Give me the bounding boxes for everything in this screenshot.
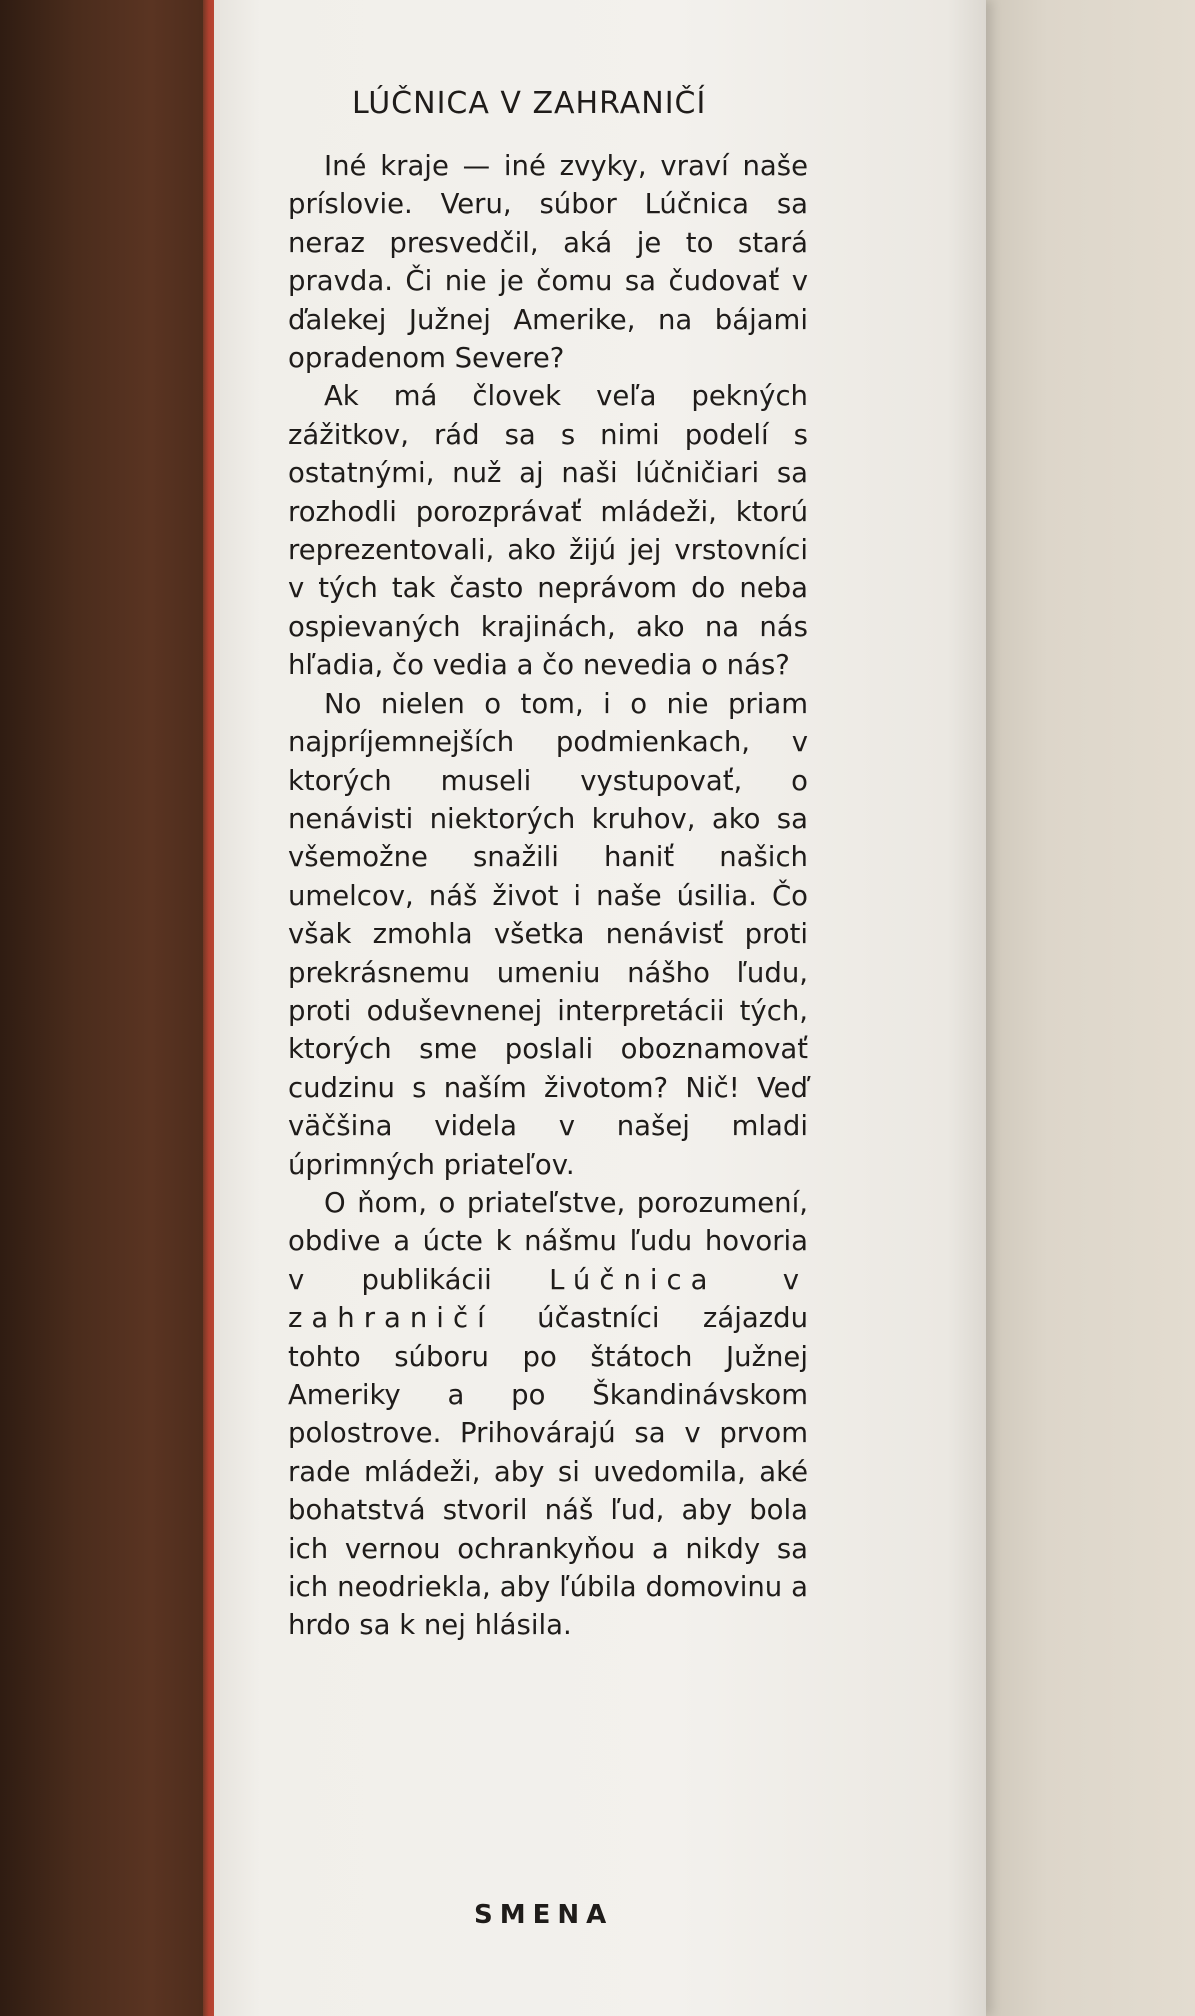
page-title: LÚČNICA V ZAHRANIČÍ (352, 86, 707, 121)
paragraph-1: Iné kraje — iné zvyky, vraví naše príslovie. Veru, súbor Lúčnica sa neraz presvedčil, aká je to stará pravda. Či nie je čomu sa čudovať v ďalekej Južnej Amerike, na bájami opradenom Severe? (288, 150, 808, 375)
paragraph-4 (288, 1184, 808, 1645)
paragraph-4-end: účastníci zájazdu tohto súboru po štátoch Južnej Ameriky a po Škandinávskom polostrove. Prihovárajú sa v prvom rade mládeži, aby si uvedomila, aké bohatstvá stvoril náš ľud, aby bola ich vernou ochrankyňou a nikdy sa ich neodriekla, aby ľúbila domovinu a hrdo sa k nej hlásila. (288, 1302, 808, 1642)
paragraph-2: Ak má človek veľa pekných zážitkov, rád sa s nimi podelí s ostatnými, nuž aj naši lúčničiari sa rozhodli porozprávať mládeži, ktorú reprezentovali, ako žijú jej vrstovníci v tých tak často neprávom do neba ospievaných krajinách, ako na nás hľadia, čo vedia a čo nevedia o nás? (288, 380, 808, 682)
publisher-name: SMENA (474, 1900, 614, 1930)
paragraph-4-start: O ňom, o priateľstve, porozumení, obdive a úcte k nášmu ľudu hovoria v publikácii (288, 1186, 808, 1296)
paragraph-3: No nielen o tom, i o nie priam najpríjemnejších podmienkach, v ktorých museli vystupovať, o nenávisti niektorých kruhov, ako sa všemožne snažili haniť našich umelcov, náš život i naše úsilia. Čo však zmohla všetka nenávisť proti prekrásnemu umeniu nášho ľudu, proti oduševnenej interpretácii tých, ktorých sme poslali oboznamovať cudzinu s naším životom? Nič! Veď väčšina videla v našej mladi úprimných priateľov. (288, 687, 808, 1181)
blurb-text (288, 147, 808, 1645)
book-spine (0, 0, 215, 2016)
book-title-reference: Lúčnica v zahraničí (288, 1263, 808, 1335)
background-surface (985, 0, 1195, 2016)
